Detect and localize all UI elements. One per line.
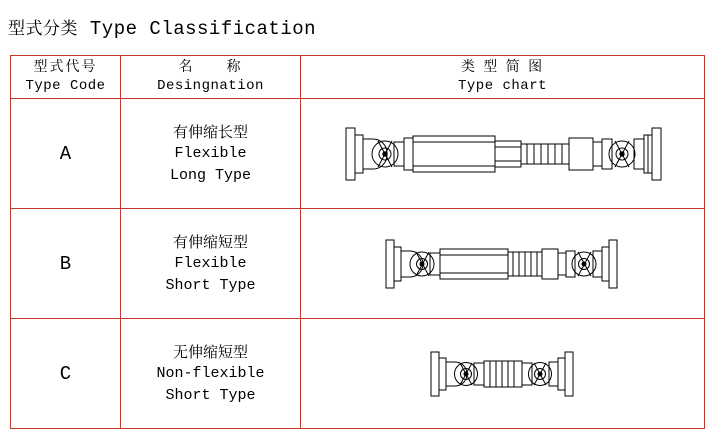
designation-cn: 有伸缩长型	[172, 122, 248, 141]
page-title-cn: 型式分类	[8, 19, 78, 39]
header-designation-cn: 名 称	[178, 59, 243, 76]
table-row	[11, 99, 705, 209]
type-code-b: B	[59, 252, 72, 275]
table-row	[11, 209, 705, 319]
cell-type-code	[11, 319, 121, 429]
header-type-code-en: Type Code	[25, 78, 106, 94]
designation-en-line2: Short Type	[165, 276, 256, 294]
table-body	[11, 99, 705, 429]
cell-type-chart	[301, 319, 705, 429]
header-type-chart-en: Type chart	[457, 78, 547, 94]
designation-cn: 无伸缩短型	[172, 342, 248, 361]
designation-en-line1: Flexible	[174, 145, 247, 162]
driveshaft-flexible-short-diagram	[378, 218, 628, 310]
designation-cn: 有伸缩短型	[172, 232, 248, 251]
designation-en-line2: Short Type	[165, 386, 256, 404]
header-cell-type-code	[11, 56, 121, 99]
designation-en-line2: Long Type	[169, 166, 251, 184]
page-title-en: Type Classification	[89, 18, 317, 40]
header-type-code-cn: 型式代号	[33, 59, 98, 76]
page-title	[8, 14, 316, 40]
cell-type-chart	[301, 209, 705, 319]
cell-type-code	[11, 99, 121, 209]
cell-designation	[121, 99, 301, 209]
type-code-c: C	[59, 362, 72, 385]
header-type-chart-cn: 类 型 简 图	[460, 59, 545, 76]
designation-en-line1: Flexible	[174, 255, 247, 272]
driveshaft-flexible-long-diagram	[338, 108, 668, 200]
type-classification-table	[10, 55, 705, 429]
cell-designation	[121, 209, 301, 319]
designation-en-line1: Non-flexible	[156, 365, 265, 382]
header-designation-en: Desingnation	[157, 78, 264, 94]
table-row	[11, 319, 705, 429]
driveshaft-nonflexible-short-diagram	[423, 328, 583, 420]
cell-type-code	[11, 209, 121, 319]
header-cell-type-chart	[301, 56, 705, 99]
cell-type-chart	[301, 99, 705, 209]
type-code-a: A	[59, 142, 72, 165]
header-cell-designation	[121, 56, 301, 99]
cell-designation	[121, 319, 301, 429]
table-header-row	[11, 56, 705, 99]
table-header	[11, 56, 705, 99]
